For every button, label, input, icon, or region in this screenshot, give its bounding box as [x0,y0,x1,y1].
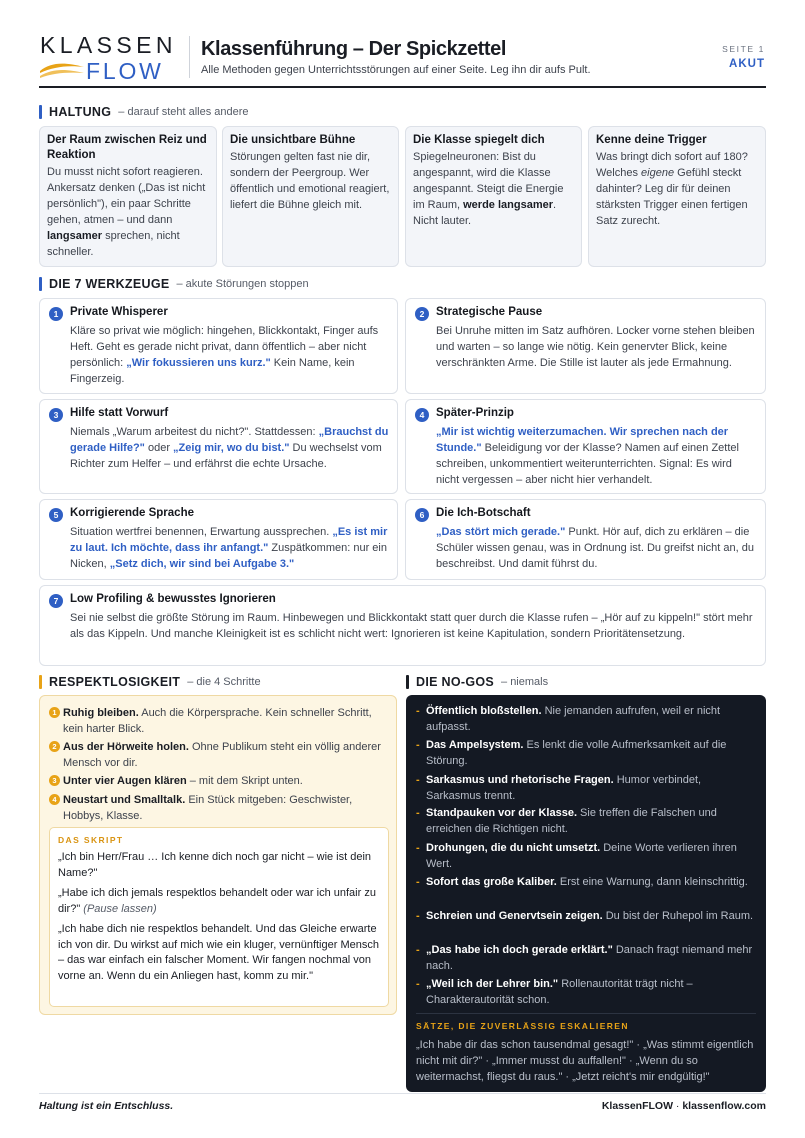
tool-title: Strategische Pause [436,306,543,318]
list-item: 4 Neustart und Smalltalk. Ein Stück mitgeben: Geschwister, Hobbys, Klasse. [49,792,389,824]
card-text: Was bringt dich sofort auf 180? Welches eigene Gefühl steckt dahinter? Leg dir für deinen stärksten Trigger einen fertigen Satz zurecht. [596,151,748,227]
list-item: - Das Ampelsystem. Es lenkt die volle Aufmerksamkeit auf die Störung. [416,739,727,767]
section-marker [39,105,42,119]
list-item: - „Weil ich der Lehrer bin." Rollenautorität trägt nicht – Charakterautorität schon. [416,978,693,1006]
page-subtitle: Alle Methoden gegen Unterrichtsstörungen auf einer Seite. Leg ihn dir aufs Pult. [201,64,591,76]
divider [416,1013,756,1014]
tool-text: Situation wertfrei benennen, Erwartung aussprechen. „Es ist mir zu laut. Ich möchte, dass ihr anfangt." Zuspätkommen: nur ein Nicken, „Setz dich, wir sind bei Aufgabe 3." [70,526,388,570]
card-title: Kenne deine Trigger [596,134,707,146]
tool-card [405,499,766,580]
tool-text: „Das stört mich gerade." Punkt. Hör auf, dich zu erklären – die Schüler wissen genau, was in Ordnung ist. Du greifst nicht an, du beschreibst. Und damit führst du. [436,526,754,570]
script-line: „Ich habe dich nie respektlos behandelt. Und das Gleiche erwarte ich von dir. Du wirkst auf mich wie ein kluger, vernünftiger Mensch – das war einfach ein falscher Moment. Wir fangen nochmal von vorne an. Wenn du ein Anliegen hast, komm zu mir." [58,923,379,982]
card-title: Die Klasse spiegelt dich [413,134,545,146]
dash-icon: - [416,807,420,819]
script-label: DAS SKRIPT [58,835,124,845]
tool-card [405,399,766,494]
section-subtitle: – akute Störungen stoppen [176,278,309,290]
number-badge: 3 [49,408,63,422]
page-title: Klassenführung – Der Spickzettel [201,38,507,60]
tool-title: Low Profiling & bewusstes Ignorieren [70,593,276,605]
list-item: - Sofort das große Kaliber. Erst eine Warnung, dann kleinschrittig. [416,876,748,888]
dash-icon: - [416,978,420,990]
tool-text: Niemals „Warum arbeitest du nicht?". Stattdessen: „Brauchst du gerade Hilfe?" oder „Zeig mir, wo du bist." Du wechselst vom Richter zum Helfer – und erfährst die echte Ursache. [70,426,389,470]
section-title: HALTUNG [49,105,112,119]
dash-icon: - [416,876,420,888]
number-badge: 2 [415,307,429,321]
footer-motto: Haltung ist ein Entschluss. [39,1100,174,1112]
logo-bottom-text: FLOW [86,58,164,84]
tool-card [39,585,766,666]
number-badge: 7 [49,594,63,608]
number-badge: 4 [415,408,429,422]
section-subtitle: – die 4 Schritte [187,676,261,688]
header-divider [189,36,190,78]
number-badge: 1 [49,307,63,321]
logo-swoosh-icon [39,59,85,81]
number-badge: 6 [415,508,429,522]
section-subtitle: – niemals [501,676,549,688]
dash-icon: - [416,910,420,922]
footer-url: klassenflow.com [682,1100,766,1112]
page-tag: AKUT [729,58,765,70]
section-marker [39,277,42,291]
list-item: 3 Unter vier Augen klären – mit dem Skript unten. [49,773,389,789]
tool-title: Hilfe statt Vorwurf [70,407,169,419]
tool-card [39,399,398,494]
escalation-text: „Ich habe dir das schon tausendmal gesagt!" · „Was stimmt eigentlich nicht mit dir?" · „Immer musst du auffallen!" · „Wenn du so weitermachst, fliegst du raus." · „Jetzt reicht's mir endgültig!" [416,1039,754,1083]
dash-icon: - [416,705,420,717]
card-text: Störungen gelten fast nie dir, sondern der Peergroup. Wer öffentlich und emotional reagiert, liefert die Bühne gleich mit. [230,151,390,211]
footer-brand-name: KlassenFLOW [601,1100,673,1112]
tool-text: Sei nie selbst die größte Störung im Raum. Hinbewegen und Blickkontakt statt quer durch die Klasse rufen – „Hör auf zu kippeln!" stört mehr als das Kippeln. Und manche Kleinigkeit ist es schlicht nicht wert: Ignorieren ist keine Kapitulation, sondern Prioritätensetzung. [70,612,753,640]
tool-text: Bei Unruhe mitten im Satz aufhören. Locker vorne stehen bleiben und warten – so lange wie nötig. Kein genervter Blick, keine verschränkten Arme. Die Stille ist lauter als jede Ermahnung. [436,325,755,369]
tool-title: Private Whisperer [70,306,168,318]
step-badge: 2 [49,741,60,752]
list-item: - „Das habe ich doch gerade erklärt." Danach fragt niemand mehr nach. [416,944,753,972]
footer-divider [39,1093,766,1094]
tool-text: „Mir ist wichtig weiterzumachen. Wir sprechen nach der Stunde." Beleidigung vor der Klasse? Namen auf einen Zettel schreiben, unkommentiert weiterunterrichten. Signal: Es wird nicht vergessen – aber nicht hier verhandelt. [436,426,739,486]
tool-title: Die Ich-Botschaft [436,507,531,519]
dash-icon: - [416,842,420,854]
tool-text: Kläre so privat wie möglich: hingehen, Blickkontakt, Finger aufs Heft. Geht es gerade nicht privat, dann öffentlich – aber nicht persönlich: „Wir fokussieren uns kurz." Kein Name, kein Fingerzeig. [70,325,379,385]
script-line: „Habe ich dich jemals respektlos behandelt oder war ich unfair zu dir?" (Pause lassen) [58,887,376,915]
section-respekt-heading [39,674,261,690]
section-haltung-heading [39,104,249,120]
respekt-panel [39,695,397,1015]
page-number-label: SEITE 1 [722,44,765,54]
tool-card [39,298,398,394]
section-werkzeuge-heading [39,276,309,292]
section-title: DIE NO-GOS [416,675,495,689]
list-item: - Drohungen, die du nicht umsetzt. Deine Worte verlieren ihren Wert. [416,842,737,870]
card-title: Der Raum zwischen Reiz und Reaktion [47,134,207,161]
step-badge: 4 [49,794,60,805]
logo [39,32,179,84]
section-marker [406,675,409,689]
card-title: Die unsichtbare Bühne [230,134,356,146]
haltung-card [405,126,582,267]
section-subtitle: – darauf steht alles andere [118,106,249,118]
dash-icon: - [416,774,420,786]
list-item: - Standpauken vor der Klasse. Sie treffen die Falschen und erreichen die Richtigen nicht. [416,807,717,835]
list-item: 2 Aus der Hörweite holen. Ohne Publikum steht ein völlig anderer Mensch vor dir. [49,739,389,771]
tool-title: Später-Prinzip [436,407,514,419]
haltung-card [588,126,766,267]
section-marker [39,675,42,689]
section-title: RESPEKTLOSIGKEIT [49,675,181,689]
tool-title: Korrigierende Sprache [70,507,194,519]
tool-card [39,499,398,580]
dash-icon: - [416,944,420,956]
list-item: 1 Ruhig bleiben. Auch die Körpersprache. Kein schneller Schritt, kein harter Blick. [49,705,389,737]
haltung-card [39,126,217,267]
list-item: - Öffentlich bloßstellen. Nie jemanden aufrufen, weil er nicht aufpasst. [416,705,721,733]
script-line: „Ich bin Herr/Frau … Ich kenne dich noch gar nicht – wie ist dein Name?" [58,851,372,879]
escalation-label: SÄTZE, DIE ZUVERLÄSSIG ESKALIEREN [416,1021,629,1031]
logo-top-text: KLASSEN [40,32,177,58]
list-item: - Schreien und Genervtsein zeigen. Du bist der Ruhepol im Raum. [416,910,754,922]
list-item: - Sarkasmus und rhetorische Fragen. Humor verbindet, Sarkasmus trennt. [416,774,702,802]
tool-card [405,298,766,394]
header [39,32,766,88]
card-text: Spiegelneuronen: Bist du angespannt, wird die Klasse angespannt. Steigt die Energie im Raum, werde langsamer. Nicht lauter. [413,151,564,227]
section-nogos-heading [406,674,548,690]
card-text: Du musst nicht sofort reagieren. Ankersatz denken („Das ist nicht persönlich"), ein paar Schritte gehen, atmen – und dann langsamer sprechen, nicht schneller. [47,166,206,258]
footer-brand: KlassenFLOW · klassenflow.com [601,1100,766,1112]
haltung-card [222,126,399,267]
script-box [49,827,389,1007]
step-badge: 1 [49,707,60,718]
section-title: DIE 7 WERKZEUGE [49,277,170,291]
dash-icon: - [416,739,420,751]
step-badge: 3 [49,775,60,786]
nogos-panel [406,695,766,1092]
number-badge: 5 [49,508,63,522]
